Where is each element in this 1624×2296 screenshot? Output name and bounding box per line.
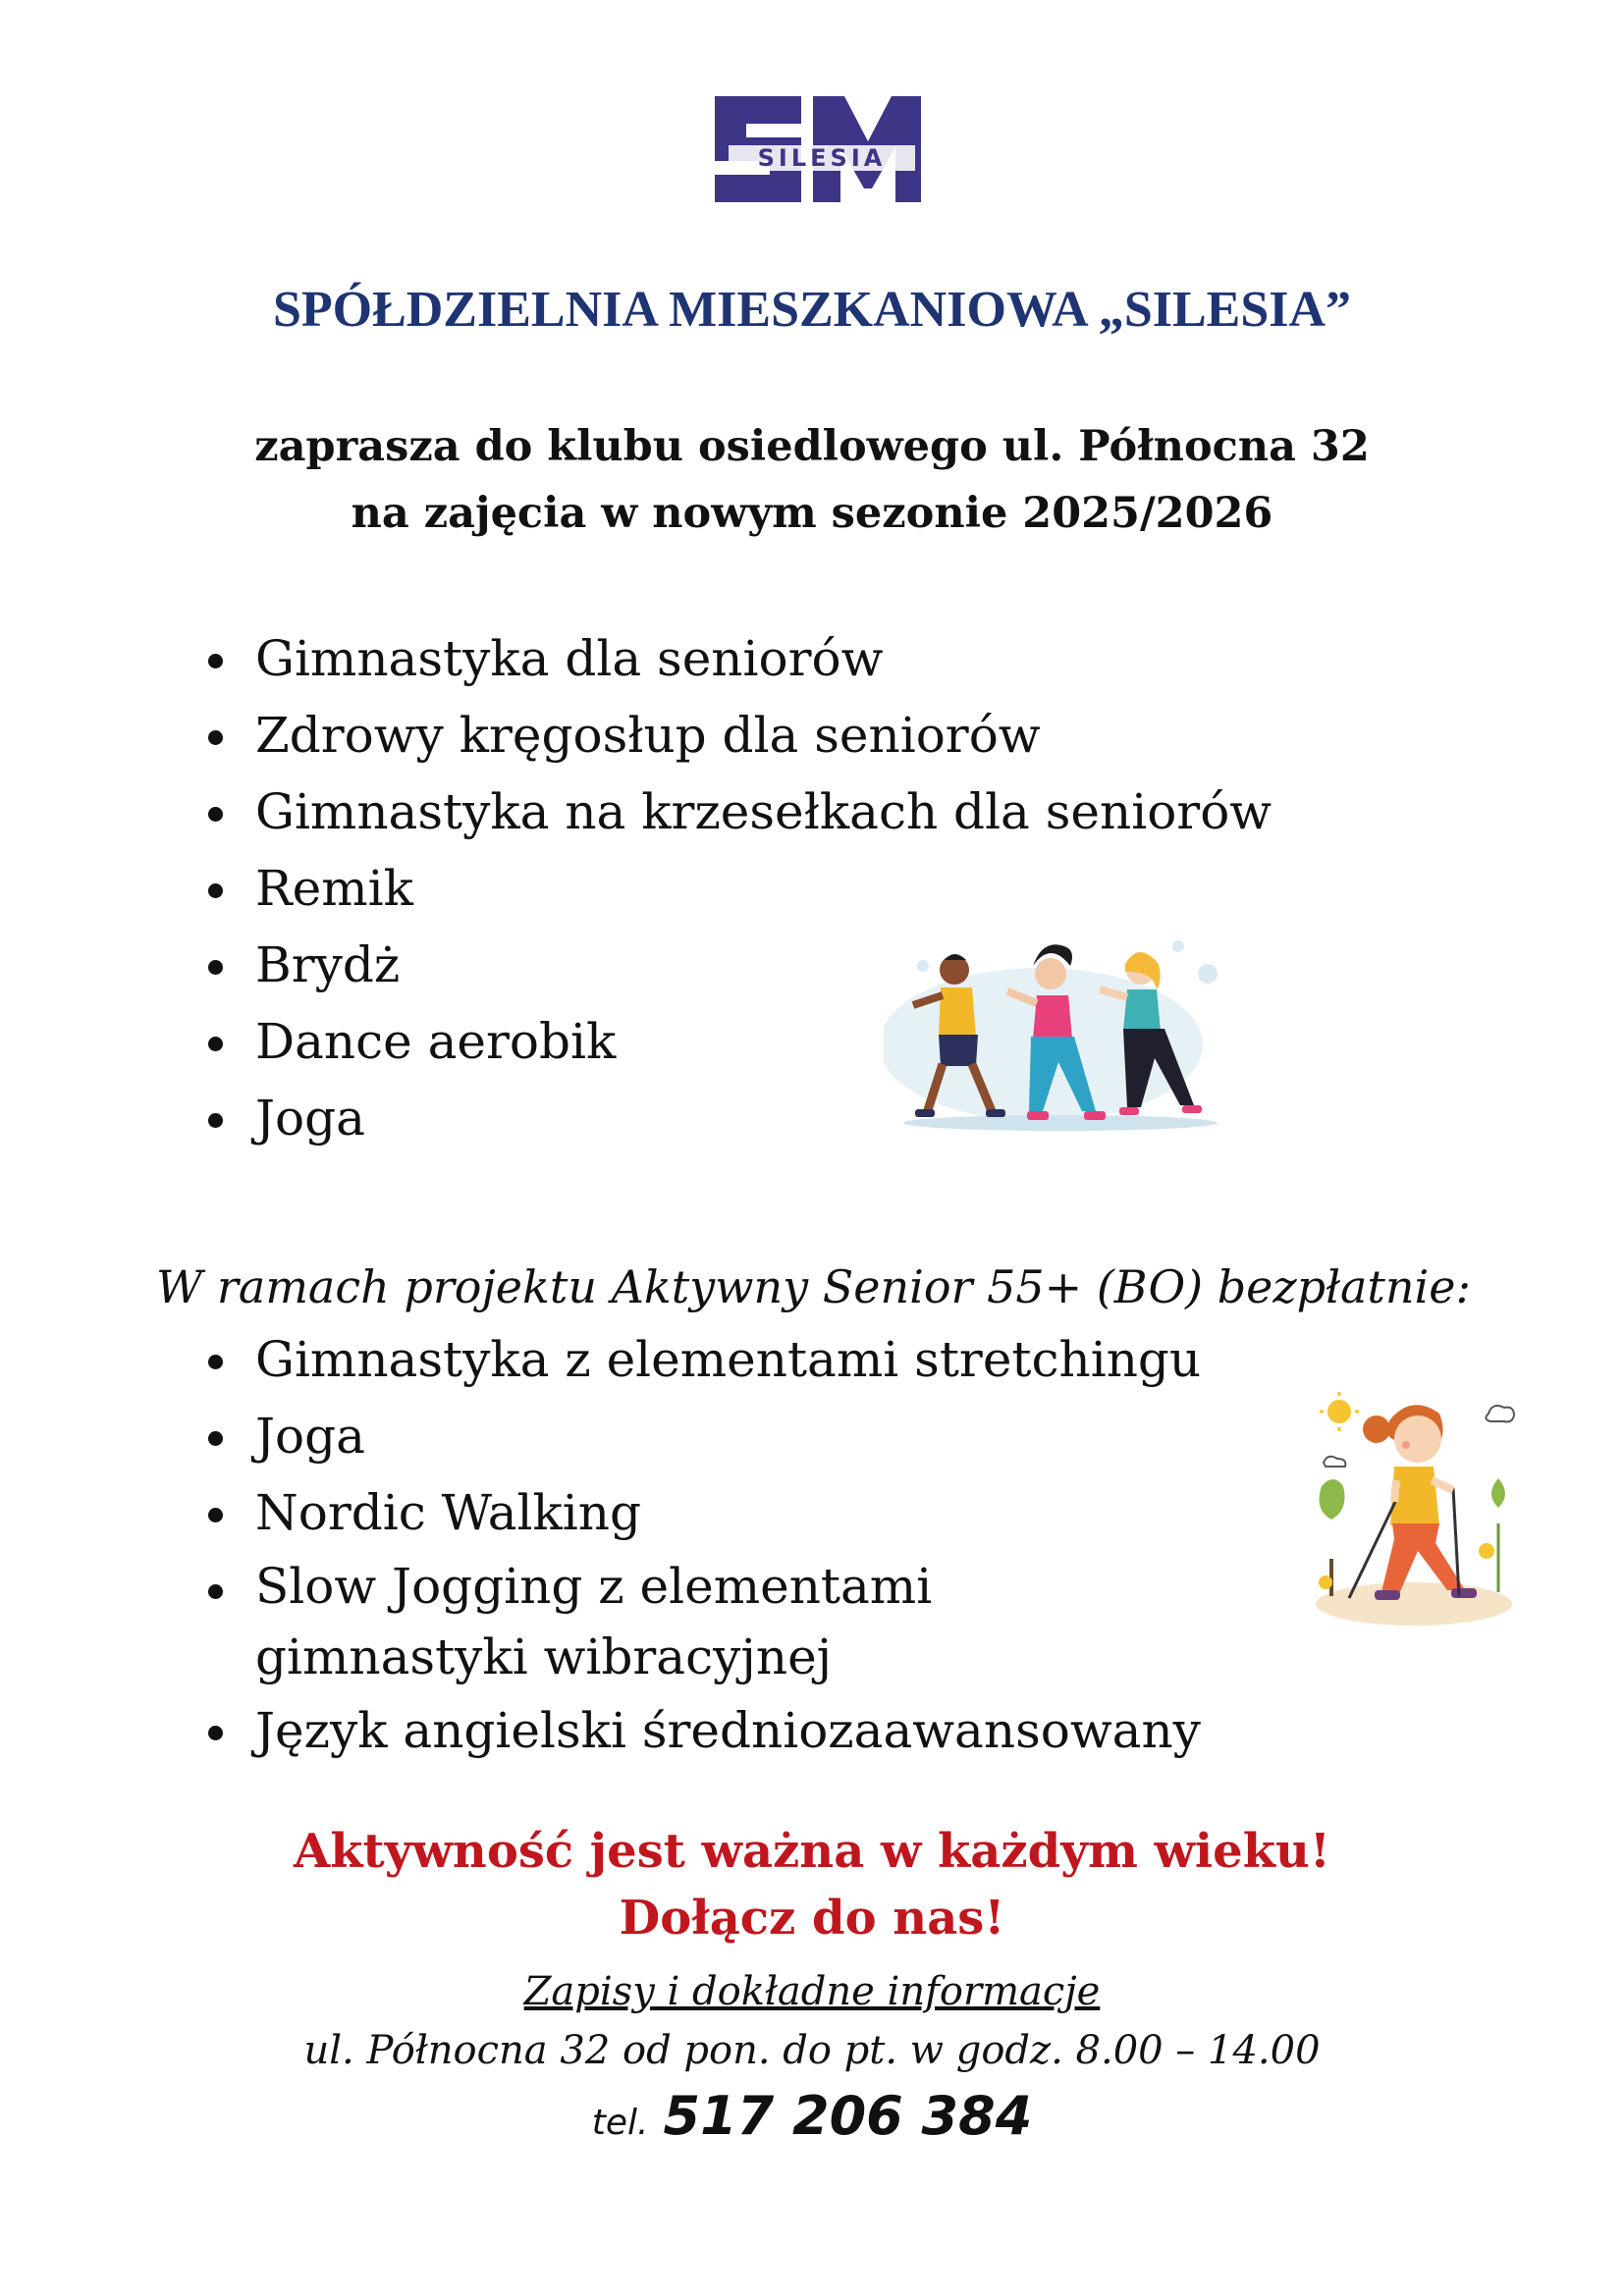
list-item: Dance aerobik xyxy=(204,1003,1272,1080)
list-item: Joga xyxy=(204,1080,1272,1156)
phone-number: 517 206 384 xyxy=(663,2085,1033,2147)
project-heading: W ramach projektu Aktywny Senior 55+ (BO) bezpłatnie: xyxy=(156,1260,1471,1313)
logo-mark xyxy=(709,90,927,208)
svg-text:SILESIA: SILESIA xyxy=(757,144,887,172)
list-item: Brydż xyxy=(204,927,1272,1003)
signup-title: Zapisy i dokładne informacje xyxy=(523,1969,1101,2014)
call-to-action-line-2: Dołącz do nas! xyxy=(619,1891,1005,1946)
free-activities-list xyxy=(204,1321,1201,1769)
list-item: Slow Jogging z elementami gimnastyki wibracyjnej xyxy=(204,1551,1021,1692)
nordic-walker-illustration xyxy=(1306,1390,1522,1635)
logo xyxy=(709,90,927,208)
list-item: Remik xyxy=(204,850,1272,927)
list-item: Gimnastyka na krzesełkach dla seniorów xyxy=(204,774,1272,850)
invitation-line-2: na zajęcia w nowym sezonie 2025/2026 xyxy=(351,489,1273,538)
list-item: Zdrowy kręgosłup dla seniorów xyxy=(204,697,1272,774)
signup-hours: ul. Północna 32 od pon. do pt. w godz. 8.00 – 14.00 xyxy=(303,2028,1321,2073)
call-to-action-line-1: Aktywność jest ważna w każdym wieku! xyxy=(294,1824,1330,1879)
organization-name: SPÓŁDZIELNIA MIESZKANIOWA „SILESIA” xyxy=(272,282,1352,338)
invitation-line-1: zaprasza do klubu osiedlowego ul. Północna 32 xyxy=(254,422,1370,471)
list-item: Joga xyxy=(204,1398,1201,1474)
list-item: Gimnastyka z elementami stretchingu xyxy=(204,1321,1201,1398)
list-item: Język angielski średniozaawansowany xyxy=(204,1692,1201,1769)
phone-prefix: tel. xyxy=(591,2103,649,2143)
list-item: Nordic Walking xyxy=(204,1474,1201,1551)
list-item: Gimnastyka dla seniorów xyxy=(204,620,1272,697)
phone-line xyxy=(0,2085,1624,2147)
dancers-illustration xyxy=(884,927,1243,1135)
